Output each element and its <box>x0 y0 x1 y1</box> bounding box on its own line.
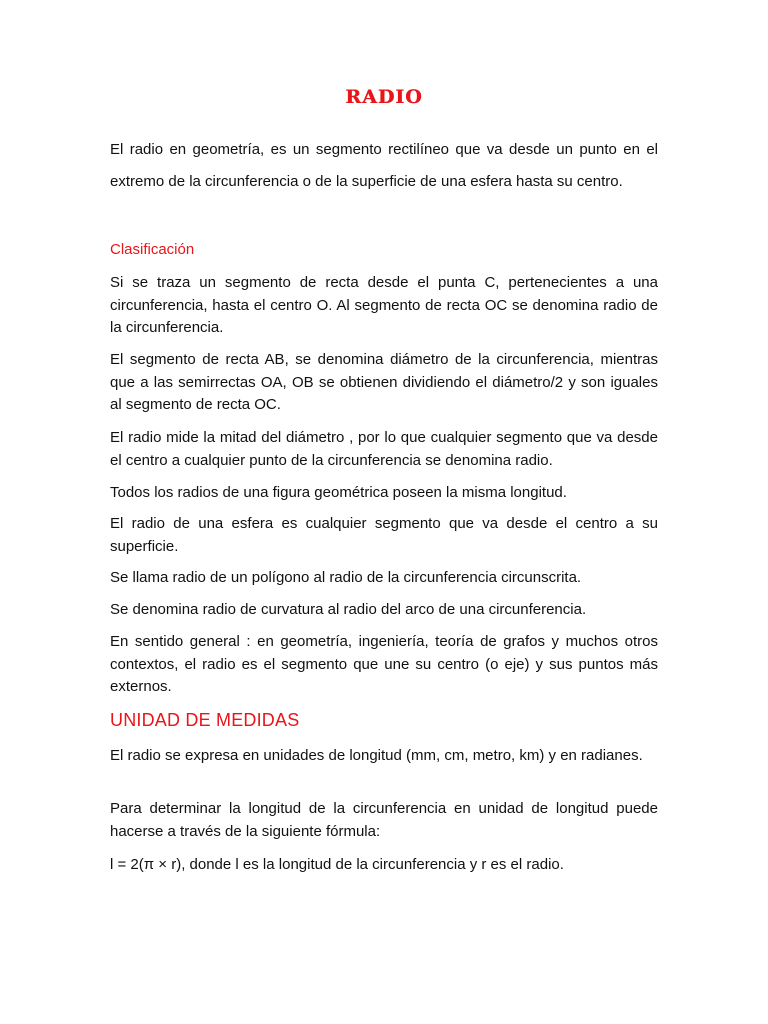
section-heading-unidad-de-medidas: UNIDAD DE MEDIDAS <box>110 710 300 730</box>
section-heading-clasificacion: Clasificación <box>110 241 195 258</box>
paragraph-radio-definition: Si se traza un segmento de recta desde el punta C, pertenecientes a una circunferencia, hasta el centro O. Al segmento de recta OC se denomina radio de la circunferencia. <box>110 274 658 336</box>
paragraph-diameter: El segmento de recta AB, se denomina diámetro de la circunferencia, mientras que a las semirrectas OA, OB se obtienen dividiendo el diámetro/2 y son iguales al segmento de recta OC. <box>110 351 658 413</box>
paragraph-general-sense: En sentido general : en geometría, ingeniería, teoría de grafos y muchos otros contextos, el radio es el segmento que une su centro (o eje) y sus puntos más externos. <box>110 633 658 695</box>
paragraph-polygon-radius: Se llama radio de un polígono al radio de la circunferencia circunscrita. <box>110 569 582 586</box>
paragraph-sphere-radius: El radio de una esfera es cualquier segmento que va desde el centro a su superficie. <box>110 515 658 555</box>
paragraph-formula: l = 2(π × r), donde l es la longitud de la circunferencia y r es el radio. <box>110 856 564 873</box>
paragraph-units: El radio se expresa en unidades de longitud (mm, cm, metro, km) y en radianes. <box>110 747 643 764</box>
paragraph-curvature-radius: Se denomina radio de curvatura al radio del arco de una circunferencia. <box>110 601 587 618</box>
intro-paragraph: El radio en geometría, es un segmento rectilíneo que va desde un punto en el extremo de la circunferencia o de la superficie de una esfera hasta su centro. <box>110 141 658 190</box>
paragraph-same-length: Todos los radios de una figura geométrica poseen la misma longitud. <box>110 484 567 501</box>
document-title: RADIO <box>345 86 423 108</box>
paragraph-formula-intro: Para determinar la longitud de la circunferencia en unidad de longitud puede hacerse a través de la siguiente fórmula: <box>110 800 658 840</box>
paragraph-half-diameter: El radio mide la mitad del diámetro , por lo que cualquier segmento que va desde el centro a cualquier punto de la circunferencia se denomina radio. <box>110 429 658 469</box>
